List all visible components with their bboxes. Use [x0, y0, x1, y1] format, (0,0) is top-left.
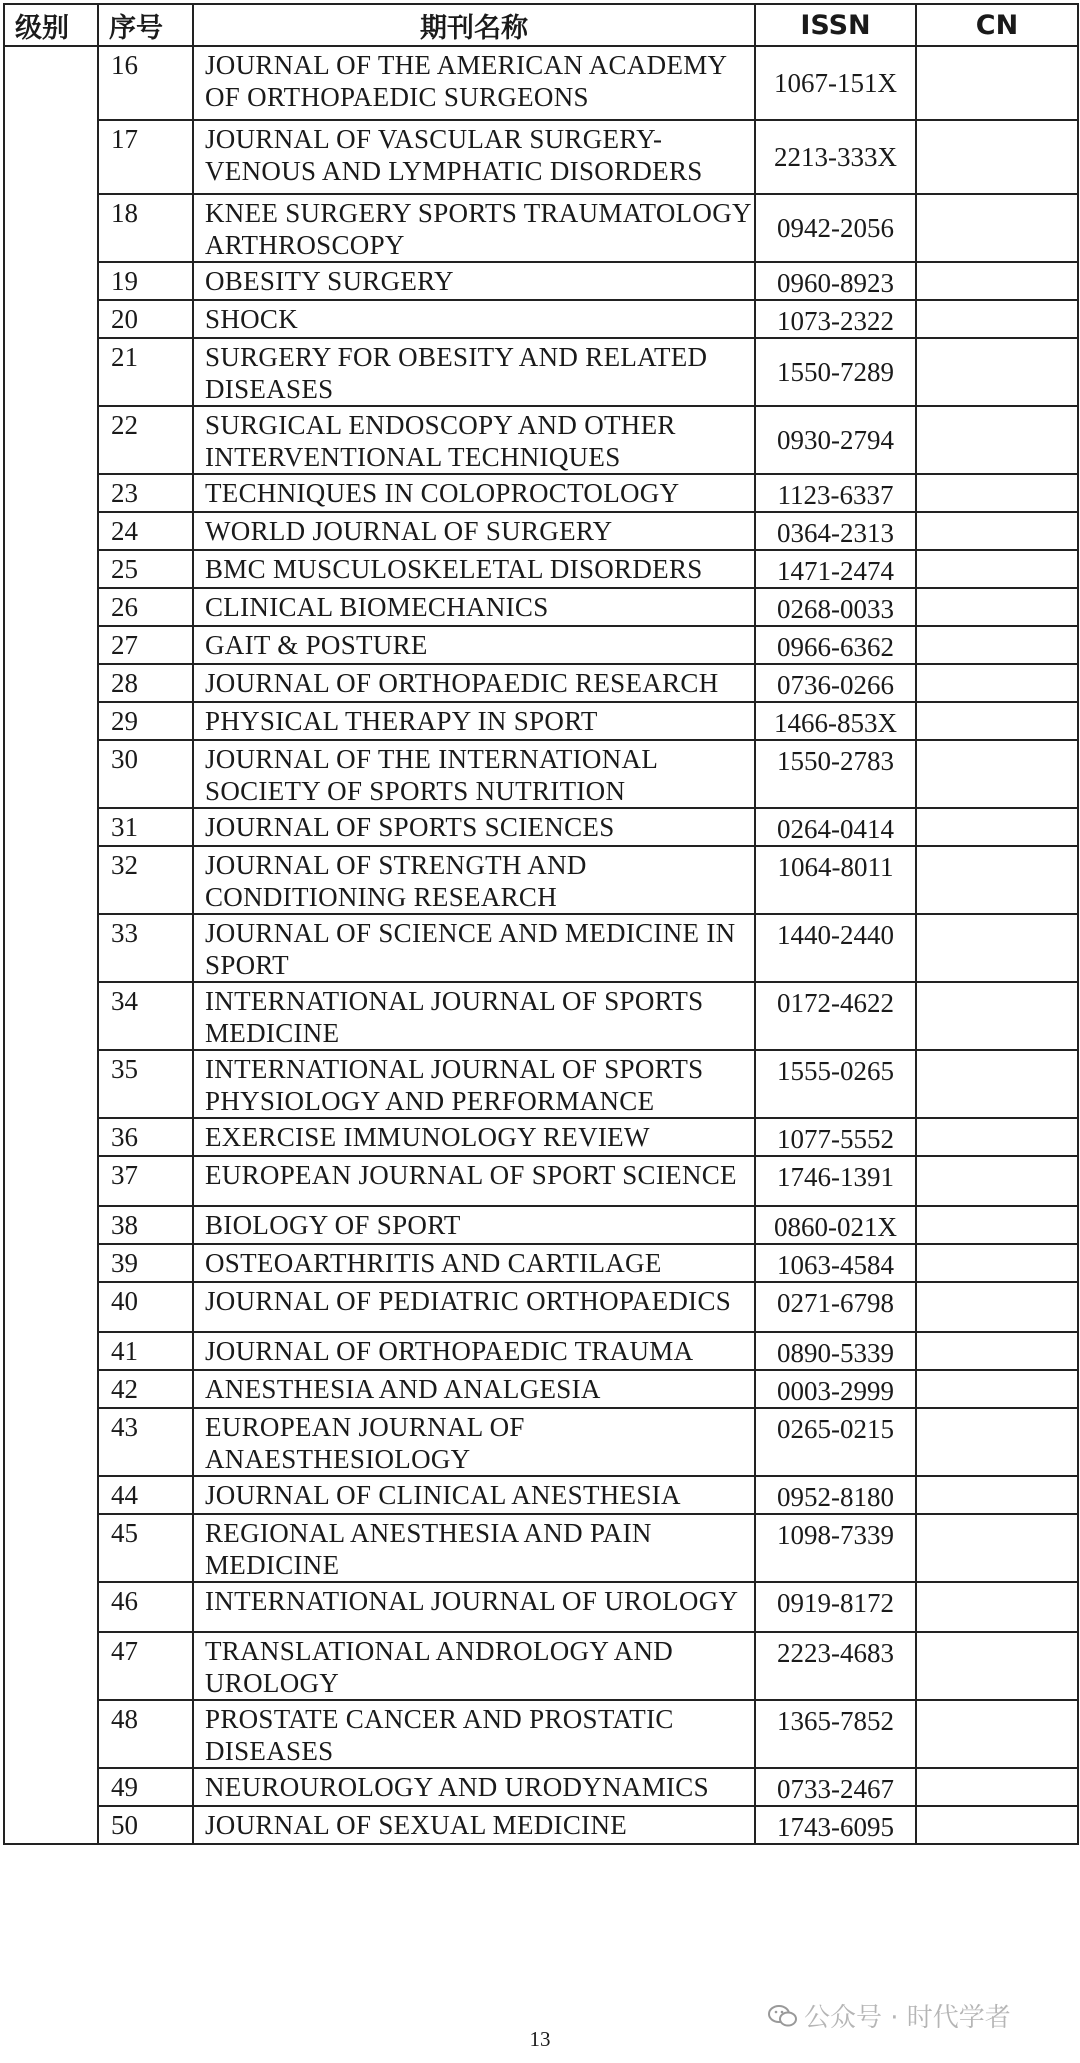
- cn-cell: [916, 1156, 1078, 1206]
- issn-cell: 1063-4584: [755, 1244, 916, 1282]
- cn-cell: [916, 1582, 1078, 1632]
- journal-name-cell: GAIT & POSTURE: [193, 626, 755, 664]
- level-cell: [4, 46, 98, 1844]
- table-row: [4, 262, 1078, 300]
- cn-cell: [916, 1768, 1078, 1806]
- table-row: [4, 1332, 1078, 1370]
- cn-cell: [916, 982, 1078, 1050]
- issn-cell: 0890-5339: [755, 1332, 916, 1370]
- serial-no-cell: 19: [98, 262, 193, 300]
- serial-no-cell: 35: [98, 1050, 193, 1118]
- issn-cell: 1365-7852: [755, 1700, 916, 1768]
- cn-cell: [916, 300, 1078, 338]
- watermark: [768, 1997, 1011, 2034]
- issn-cell: 0736-0266: [755, 664, 916, 702]
- cn-cell: [916, 1514, 1078, 1582]
- serial-no-cell: 43: [98, 1408, 193, 1476]
- issn-cell: 1555-0265: [755, 1050, 916, 1118]
- journal-name-cell: BIOLOGY OF SPORT: [193, 1206, 755, 1244]
- table-row: [4, 808, 1078, 846]
- cn-cell: [916, 1408, 1078, 1476]
- journal-name-cell: INTERNATIONAL JOURNAL OF UROLOGY: [193, 1582, 755, 1632]
- table-row: [4, 550, 1078, 588]
- table-row: [4, 1700, 1078, 1768]
- cn-cell: [916, 626, 1078, 664]
- cn-cell: [916, 740, 1078, 808]
- issn-cell: 1123-6337: [755, 474, 916, 512]
- serial-no-cell: 29: [98, 702, 193, 740]
- watermark-text: 公众号 · 时代学者: [804, 2003, 1011, 2033]
- issn-cell: 0930-2794: [755, 406, 916, 474]
- journal-name-cell: KNEE SURGERY SPORTS TRAUMATOLOGY ARTHROSCOPY: [193, 194, 755, 262]
- serial-no-cell: 16: [98, 46, 193, 120]
- journal-name-cell: JOURNAL OF VASCULAR SURGERY-VENOUS AND LYMPHATIC DISORDERS: [193, 120, 755, 194]
- table-row: [4, 1806, 1078, 1844]
- journal-name-cell: EUROPEAN JOURNAL OF ANAESTHESIOLOGY: [193, 1408, 755, 1476]
- cn-cell: [916, 1050, 1078, 1118]
- cn-cell: [916, 846, 1078, 914]
- cn-cell: [916, 194, 1078, 262]
- serial-no-cell: 44: [98, 1476, 193, 1514]
- table-header-row: [4, 4, 1078, 46]
- header-issn: ISSN: [755, 4, 916, 46]
- table-row: [4, 474, 1078, 512]
- table-row: [4, 120, 1078, 194]
- journal-name-cell: JOURNAL OF SEXUAL MEDICINE: [193, 1806, 755, 1844]
- table-row: [4, 588, 1078, 626]
- journal-name-cell: JOURNAL OF ORTHOPAEDIC TRAUMA: [193, 1332, 755, 1370]
- journal-name-cell: WORLD JOURNAL OF SURGERY: [193, 512, 755, 550]
- journal-name-cell: JOURNAL OF SPORTS SCIENCES: [193, 808, 755, 846]
- journal-name-cell: JOURNAL OF ORTHOPAEDIC RESEARCH: [193, 664, 755, 702]
- issn-cell: 0271-6798: [755, 1282, 916, 1332]
- journal-name-cell: INTERNATIONAL JOURNAL OF SPORTS PHYSIOLOGY AND PERFORMANCE: [193, 1050, 755, 1118]
- cn-cell: [916, 1118, 1078, 1156]
- cn-cell: [916, 664, 1078, 702]
- issn-cell: 1067-151X: [755, 46, 916, 120]
- journal-name-cell: SHOCK: [193, 300, 755, 338]
- issn-cell: 1073-2322: [755, 300, 916, 338]
- table-row: [4, 846, 1078, 914]
- cn-cell: [916, 1632, 1078, 1700]
- serial-no-cell: 47: [98, 1632, 193, 1700]
- journal-name-cell: OSTEOARTHRITIS AND CARTILAGE: [193, 1244, 755, 1282]
- table-row: [4, 300, 1078, 338]
- journal-name-cell: JOURNAL OF THE INTERNATIONAL SOCIETY OF SPORTS NUTRITION: [193, 740, 755, 808]
- table-row: [4, 626, 1078, 664]
- journal-name-cell: JOURNAL OF SCIENCE AND MEDICINE IN SPORT: [193, 914, 755, 982]
- journal-name-cell: INTERNATIONAL JOURNAL OF SPORTS MEDICINE: [193, 982, 755, 1050]
- cn-cell: [916, 1332, 1078, 1370]
- table-row: [4, 1476, 1078, 1514]
- issn-cell: 1743-6095: [755, 1806, 916, 1844]
- serial-no-cell: 23: [98, 474, 193, 512]
- journal-name-cell: OBESITY SURGERY: [193, 262, 755, 300]
- table-row: [4, 46, 1078, 120]
- table-body: [4, 46, 1078, 1844]
- journal-name-cell: PHYSICAL THERAPY IN SPORT: [193, 702, 755, 740]
- issn-cell: 2213-333X: [755, 120, 916, 194]
- journal-name-cell: JOURNAL OF CLINICAL ANESTHESIA: [193, 1476, 755, 1514]
- issn-cell: 0860-021X: [755, 1206, 916, 1244]
- serial-no-cell: 33: [98, 914, 193, 982]
- issn-cell: 1077-5552: [755, 1118, 916, 1156]
- serial-no-cell: 45: [98, 1514, 193, 1582]
- issn-cell: 1064-8011: [755, 846, 916, 914]
- serial-no-cell: 25: [98, 550, 193, 588]
- serial-no-cell: 40: [98, 1282, 193, 1332]
- cn-cell: [916, 1244, 1078, 1282]
- serial-no-cell: 20: [98, 300, 193, 338]
- journal-name-cell: EXERCISE IMMUNOLOGY REVIEW: [193, 1118, 755, 1156]
- journal-name-cell: CLINICAL BIOMECHANICS: [193, 588, 755, 626]
- table-row: [4, 1282, 1078, 1332]
- journal-name-cell: JOURNAL OF THE AMERICAN ACADEMY OF ORTHOPAEDIC SURGEONS: [193, 46, 755, 120]
- table-row: [4, 1244, 1078, 1282]
- cn-cell: [916, 1282, 1078, 1332]
- issn-cell: 0268-0033: [755, 588, 916, 626]
- serial-no-cell: 34: [98, 982, 193, 1050]
- issn-cell: 0172-4622: [755, 982, 916, 1050]
- serial-no-cell: 28: [98, 664, 193, 702]
- serial-no-cell: 49: [98, 1768, 193, 1806]
- issn-cell: 2223-4683: [755, 1632, 916, 1700]
- table-row: [4, 1582, 1078, 1632]
- serial-no-cell: 50: [98, 1806, 193, 1844]
- issn-cell: 0003-2999: [755, 1370, 916, 1408]
- serial-no-cell: 24: [98, 512, 193, 550]
- serial-no-cell: 42: [98, 1370, 193, 1408]
- issn-cell: 0364-2313: [755, 512, 916, 550]
- page-number: 13: [529, 2027, 551, 2051]
- serial-no-cell: 32: [98, 846, 193, 914]
- serial-no-cell: 37: [98, 1156, 193, 1206]
- serial-no-cell: 48: [98, 1700, 193, 1768]
- table-row: [4, 1156, 1078, 1206]
- cn-cell: [916, 474, 1078, 512]
- issn-cell: 0264-0414: [755, 808, 916, 846]
- table-row: [4, 1632, 1078, 1700]
- serial-no-cell: 21: [98, 338, 193, 406]
- header-level: 级别: [4, 4, 98, 46]
- cn-cell: [916, 1476, 1078, 1514]
- journal-name-cell: TECHNIQUES IN COLOPROCTOLOGY: [193, 474, 755, 512]
- serial-no-cell: 46: [98, 1582, 193, 1632]
- table-row: [4, 664, 1078, 702]
- table-row: [4, 740, 1078, 808]
- issn-cell: 1098-7339: [755, 1514, 916, 1582]
- journal-name-cell: NEUROUROLOGY AND URODYNAMICS: [193, 1768, 755, 1806]
- serial-no-cell: 38: [98, 1206, 193, 1244]
- table-row: [4, 1514, 1078, 1582]
- serial-no-cell: 22: [98, 406, 193, 474]
- cn-cell: [916, 406, 1078, 474]
- cn-cell: [916, 808, 1078, 846]
- table-row: [4, 406, 1078, 474]
- cn-cell: [916, 338, 1078, 406]
- serial-no-cell: 39: [98, 1244, 193, 1282]
- table-row: [4, 1768, 1078, 1806]
- issn-cell: 1550-7289: [755, 338, 916, 406]
- journal-name-cell: ANESTHESIA AND ANALGESIA: [193, 1370, 755, 1408]
- issn-cell: 0942-2056: [755, 194, 916, 262]
- journal-name-cell: JOURNAL OF PEDIATRIC ORTHOPAEDICS: [193, 1282, 755, 1332]
- journal-name-cell: JOURNAL OF STRENGTH AND CONDITIONING RESEARCH: [193, 846, 755, 914]
- serial-no-cell: 26: [98, 588, 193, 626]
- issn-cell: 1471-2474: [755, 550, 916, 588]
- journal-name-cell: TRANSLATIONAL ANDROLOGY AND UROLOGY: [193, 1632, 755, 1700]
- journal-table: [3, 3, 1079, 1845]
- wechat-icon: [768, 2004, 798, 2028]
- serial-no-cell: 30: [98, 740, 193, 808]
- serial-no-cell: 31: [98, 808, 193, 846]
- issn-cell: 1550-2783: [755, 740, 916, 808]
- cn-cell: [916, 1700, 1078, 1768]
- cn-cell: [916, 262, 1078, 300]
- header-serial-no: 序号: [98, 4, 193, 46]
- issn-cell: 0919-8172: [755, 1582, 916, 1632]
- cn-cell: [916, 914, 1078, 982]
- cn-cell: [916, 120, 1078, 194]
- serial-no-cell: 27: [98, 626, 193, 664]
- header-journal-name: 期刊名称: [193, 4, 755, 46]
- table-row: [4, 1408, 1078, 1476]
- serial-no-cell: 36: [98, 1118, 193, 1156]
- journal-name-cell: PROSTATE CANCER AND PROSTATIC DISEASES: [193, 1700, 755, 1768]
- table-row: [4, 1118, 1078, 1156]
- issn-cell: 0966-6362: [755, 626, 916, 664]
- issn-cell: 0733-2467: [755, 1768, 916, 1806]
- journal-name-cell: EUROPEAN JOURNAL OF SPORT SCIENCE: [193, 1156, 755, 1206]
- table-row: [4, 982, 1078, 1050]
- journal-name-cell: BMC MUSCULOSKELETAL DISORDERS: [193, 550, 755, 588]
- cn-cell: [916, 1806, 1078, 1844]
- issn-cell: 0960-8923: [755, 262, 916, 300]
- cn-cell: [916, 1370, 1078, 1408]
- serial-no-cell: 41: [98, 1332, 193, 1370]
- issn-cell: 0265-0215: [755, 1408, 916, 1476]
- table-row: [4, 1050, 1078, 1118]
- issn-cell: 1746-1391: [755, 1156, 916, 1206]
- serial-no-cell: 18: [98, 194, 193, 262]
- header-cn: CN: [916, 4, 1078, 46]
- serial-no-cell: 17: [98, 120, 193, 194]
- cn-cell: [916, 512, 1078, 550]
- issn-cell: 1466-853X: [755, 702, 916, 740]
- table-row: [4, 338, 1078, 406]
- cn-cell: [916, 550, 1078, 588]
- cn-cell: [916, 46, 1078, 120]
- cn-cell: [916, 1206, 1078, 1244]
- cn-cell: [916, 702, 1078, 740]
- table-row: [4, 1370, 1078, 1408]
- table-row: [4, 194, 1078, 262]
- table-row: [4, 702, 1078, 740]
- journal-name-cell: SURGERY FOR OBESITY AND RELATED DISEASES: [193, 338, 755, 406]
- table-row: [4, 512, 1078, 550]
- journal-name-cell: REGIONAL ANESTHESIA AND PAIN MEDICINE: [193, 1514, 755, 1582]
- table-row: [4, 1206, 1078, 1244]
- issn-cell: 1440-2440: [755, 914, 916, 982]
- table-row: [4, 914, 1078, 982]
- journal-name-cell: SURGICAL ENDOSCOPY AND OTHER INTERVENTIONAL TECHNIQUES: [193, 406, 755, 474]
- cn-cell: [916, 588, 1078, 626]
- issn-cell: 0952-8180: [755, 1476, 916, 1514]
